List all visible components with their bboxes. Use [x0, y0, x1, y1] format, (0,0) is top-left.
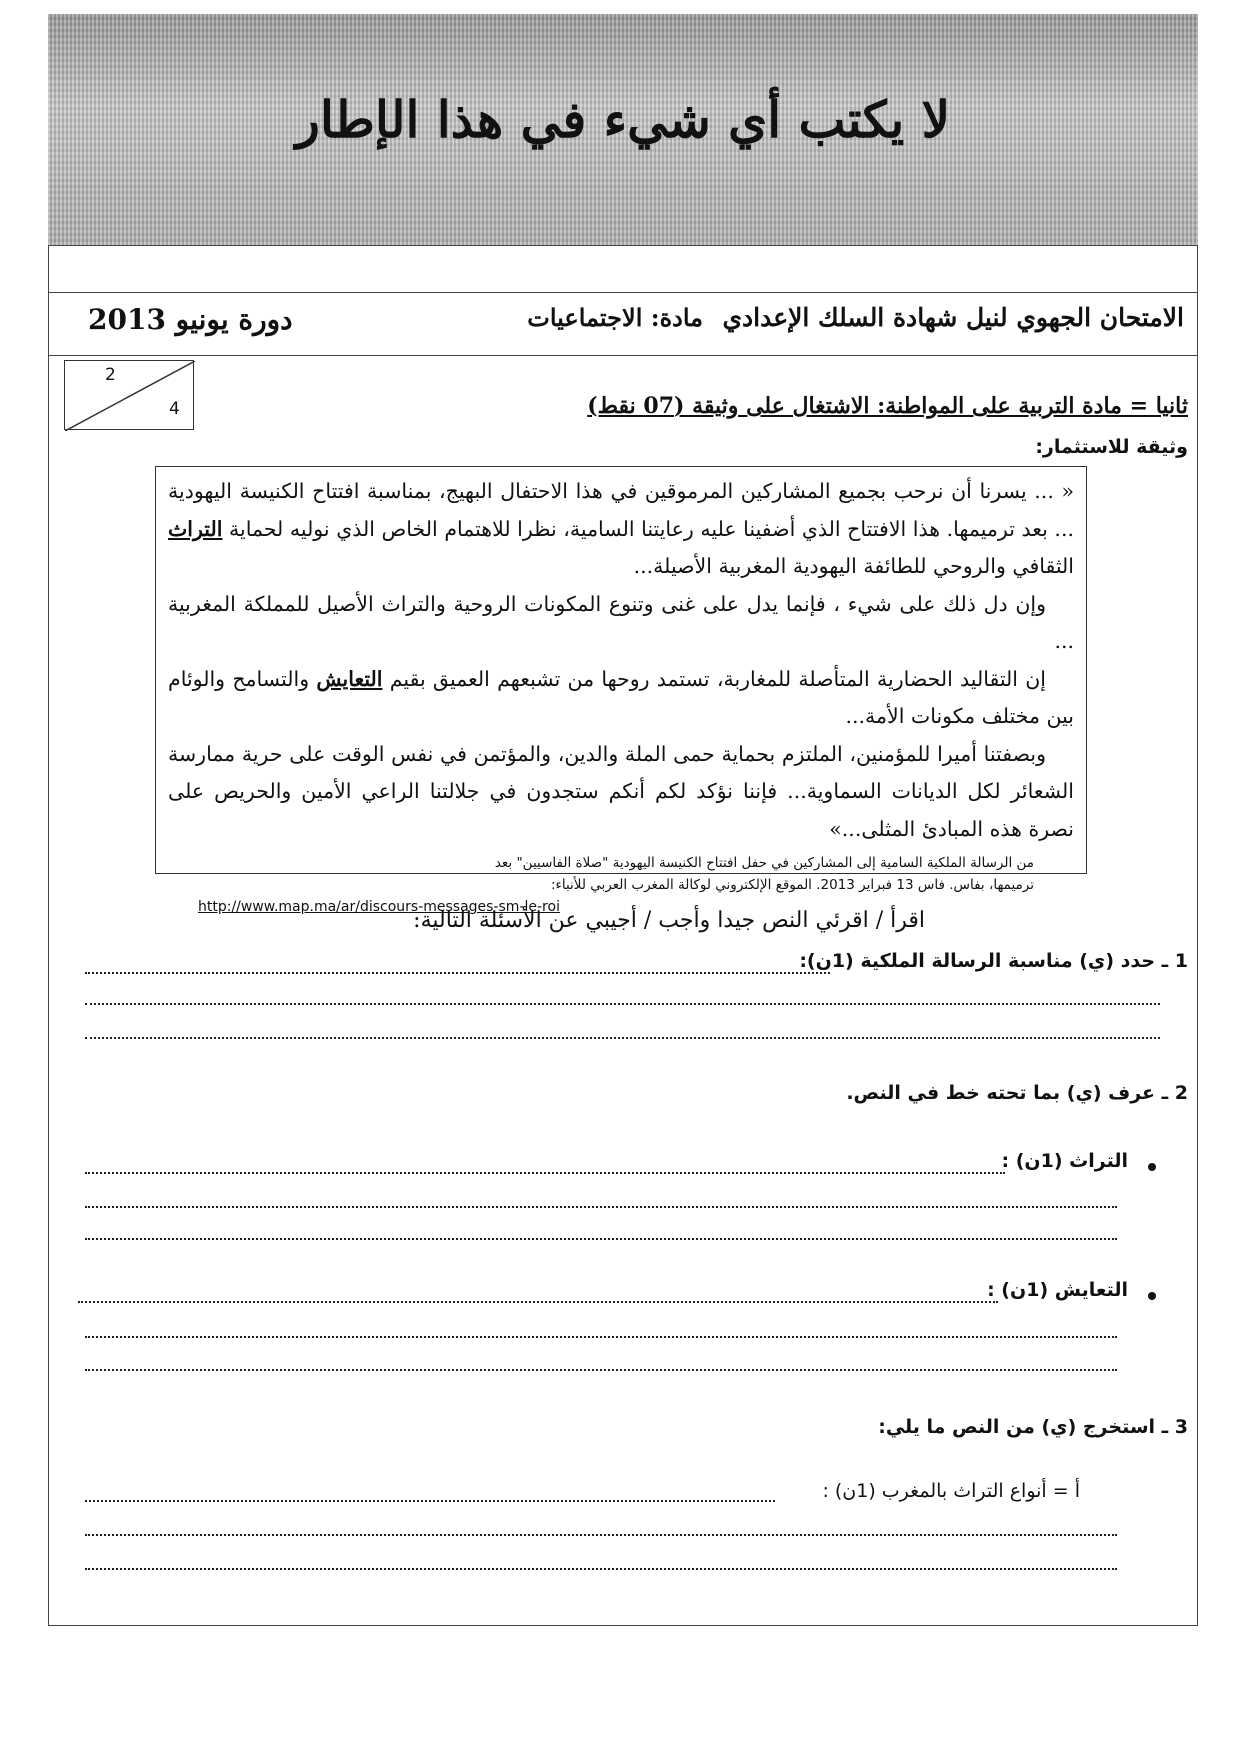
answer-line[interactable]	[85, 1568, 1117, 1570]
question-1: 1 ـ حدد (ي) مناسبة الرسالة الملكية (1ن):	[799, 950, 1188, 972]
total-pages: 4	[169, 399, 180, 419]
term-coexistence: التعايش	[316, 666, 383, 691]
document-label: وثيقة للاستثمار:	[1035, 436, 1188, 458]
exam-subject: مادة: الاجتماعيات	[527, 303, 703, 332]
question-3: 3 ـ استخرج (ي) من النص ما يلي:	[878, 1416, 1188, 1438]
answer-line[interactable]	[85, 1369, 1117, 1371]
bullet-icon	[1148, 1292, 1156, 1300]
answer-line[interactable]	[78, 1301, 998, 1303]
section-title: ثانيا = مادة التربية على المواطنة: الاشتغال على وثيقة (07 نقط)	[587, 393, 1188, 419]
doc-paragraph-2: وإن دل ذلك على شيء ، فإنما يدل على غنى وتنوع المكونات الروحية والتراث الأصيل للمملكة المغربية ...	[168, 591, 1074, 653]
instructions: اقرأ / اقرئي النص جيدا وأجب / أجيبي عن الأسئلة التالية:	[413, 908, 925, 933]
bullet-icon	[1148, 1163, 1156, 1171]
exam-header	[48, 292, 1198, 356]
current-page: 2	[105, 365, 116, 385]
term-heritage: التراث	[168, 516, 223, 541]
answer-line[interactable]	[85, 1037, 1160, 1039]
banner-text: لا يكتب أي شيء في هذا الإطار	[295, 90, 951, 149]
answer-line[interactable]	[85, 1003, 1160, 1005]
answer-line[interactable]	[85, 1206, 1117, 1208]
question-2a: التراث (1ن) :	[1001, 1150, 1128, 1172]
diagonal-divider	[65, 361, 195, 431]
answer-line[interactable]	[85, 1534, 1117, 1536]
answer-line[interactable]	[85, 1172, 1005, 1174]
exam-session: دورة يونيو 2013	[88, 303, 293, 336]
source-line-2: ترميمها، بفاس. فاس 13 فبراير 2013. الموقع الإلكتروني لوكالة المغرب العربي للأنباء:	[550, 877, 1034, 893]
answer-line[interactable]	[85, 1238, 1117, 1240]
doc-paragraph-3: إن التقاليد الحضارية المتأصلة للمغاربة، تستمد روحها من تشبعهم العميق بقيم التعايش والتسامح والوئام بين مختلف مكونات الأمة...	[168, 666, 1074, 728]
source-line-1: من الرسالة الملكية السامية إلى المشاركين في حفل افتتاح الكنيسة اليهودية "صلاة الفاسيين" بعد	[494, 855, 1034, 871]
document-box	[155, 466, 1087, 915]
question-2: 2 ـ عرف (ي) بما تحته خط في النص.	[846, 1082, 1188, 1104]
answer-line[interactable]	[85, 1500, 775, 1502]
answer-line[interactable]	[85, 972, 830, 974]
doc-paragraph-1: « ... يسرنا أن نرحب بجميع المشاركين المرموقين في هذا الاحتفال البهيج، بمناسبة افتتاح الكنيسة اليهودية ... بعد ترميمها. هذا الافتتاح الذي أضفينا عليه رعايتنا السامية، نظرا للاهتمام الخاص الذي نوليه لحماية التراث الثقافي والروحي للطائفة اليهودية المغربية الأصيلة...	[168, 479, 1074, 578]
question-2b: التعايش (1ن) :	[987, 1279, 1128, 1301]
question-3a: أ = أنواع التراث بالمغرب (1ن) :	[822, 1480, 1080, 1502]
exam-title: الامتحان الجهوي لنيل شهادة السلك الإعدادي	[722, 303, 1184, 332]
page-number-box	[64, 360, 194, 430]
reserved-banner	[48, 14, 1198, 246]
doc-paragraph-4: وبصفتنا أميرا للمؤمنين، الملتزم بحماية حمى الملة والدين، والمؤتمن في نفس الوقت على حرية ممارسة الشعائر لكل الديانات السماوية... فإننا نؤكد لكم أنكم ستجدون في جلالتنا الراعي الأمين والحريص على نصرة هذه المبادئ المثلى...»	[168, 741, 1074, 841]
answer-line[interactable]	[85, 1336, 1117, 1338]
source-url: http://www.map.ma/ar/discours-messages-sm-le-roi	[198, 899, 560, 915]
